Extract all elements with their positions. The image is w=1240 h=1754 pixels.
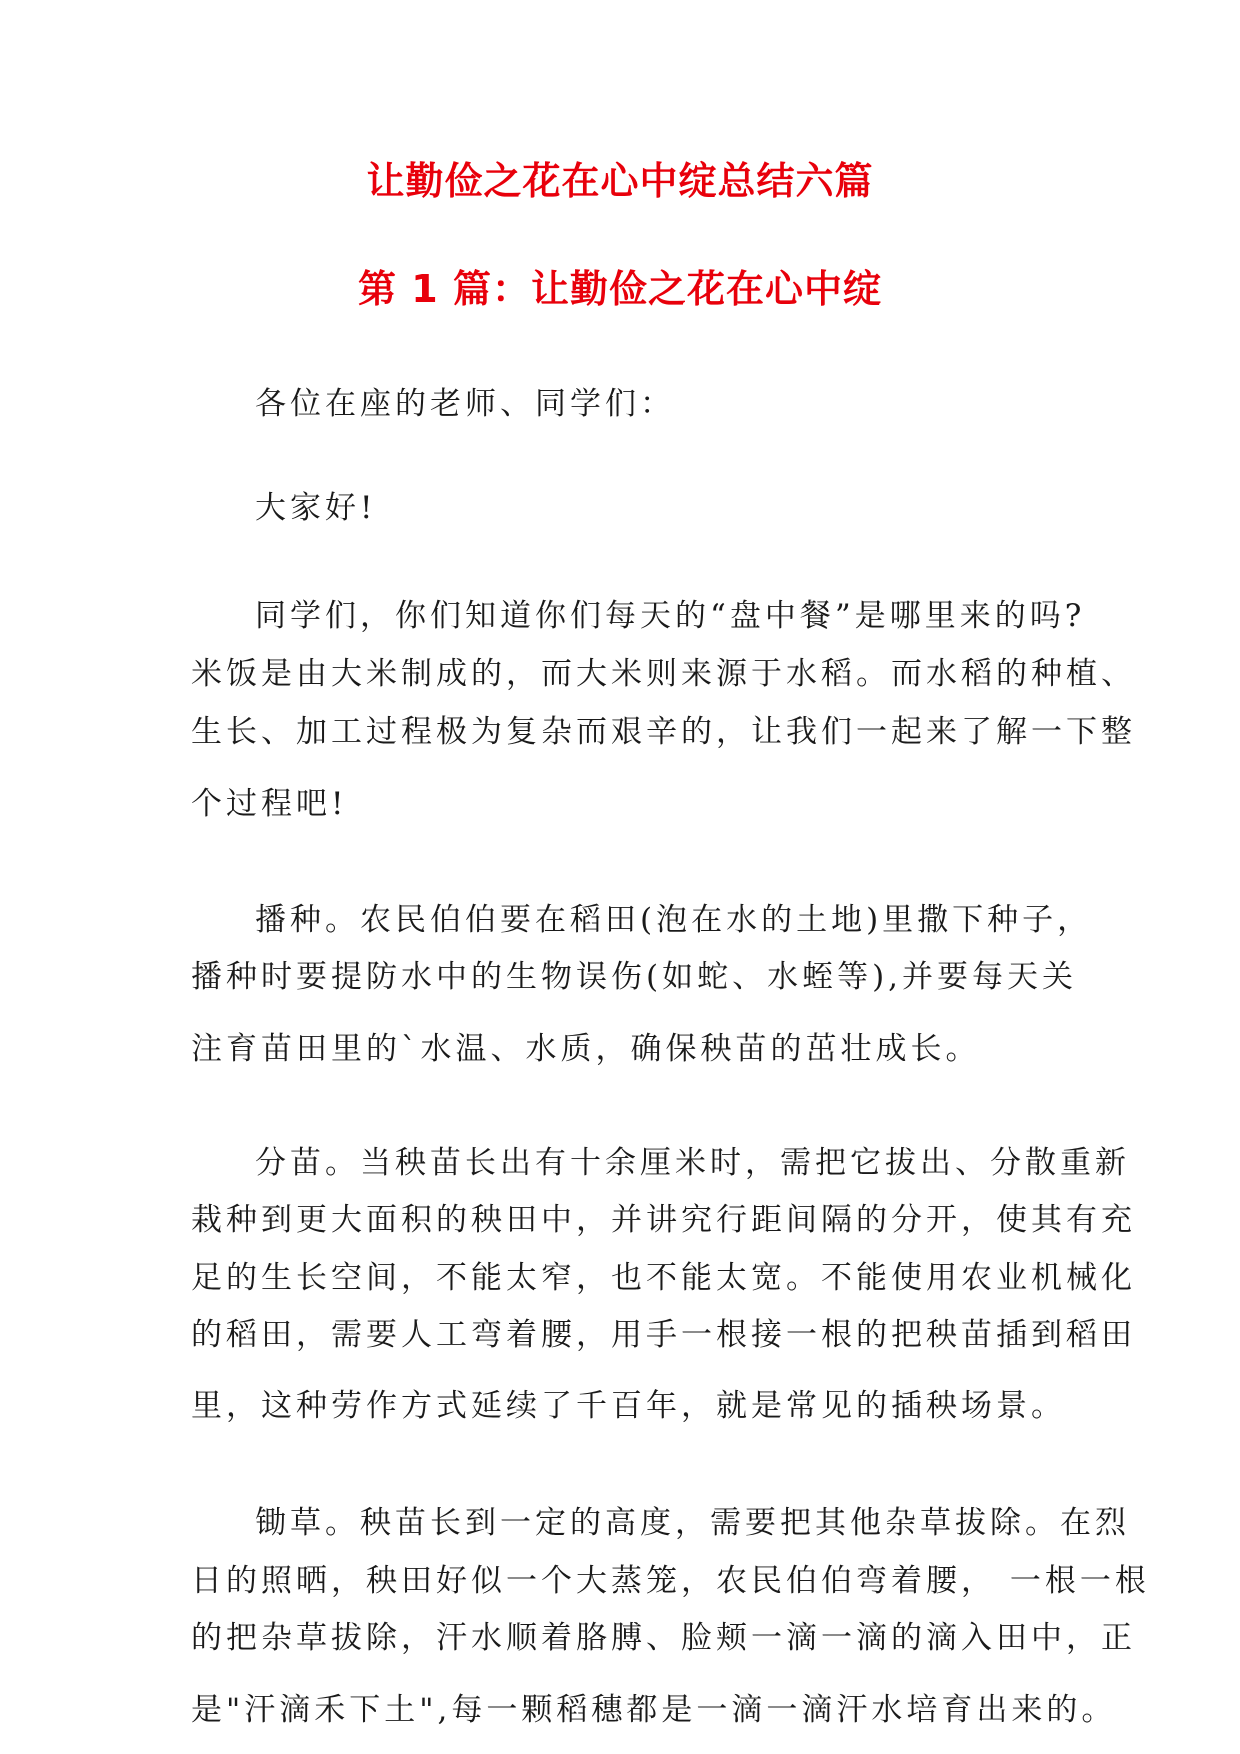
paragraph-2-line-3: 注育苗田里的`水温、水质，确保秧苗的茁壮成长。 [191, 1031, 981, 1067]
paragraph-2-line-1: 播种。农民伯伯要在稻田(泡在水的土地)里撒下种子， [255, 902, 1093, 938]
paragraph-3-line-4: 的稻田，需要人工弯着腰，用手一根接一根的把秧苗插到稻田 [191, 1317, 1136, 1353]
paragraph-3-line-1: 分苗。当秧苗长出有十余厘米时，需把它拔出、分散重新 [255, 1145, 1130, 1181]
paragraph-3-line-3: 足的生长空间，不能太窄，也不能太宽。不能使用农业机械化 [191, 1260, 1136, 1296]
greeting-line: 各位在座的老师、同学们： [255, 386, 675, 422]
paragraph-1-line-1: 同学们，你们知道你们每天的“盘中餐”是哪里来的吗? [255, 598, 1086, 634]
paragraph-1-line-2: 米饭是由大米制成的，而大米则来源于水稻。而水稻的种植、 [191, 656, 1136, 692]
paragraph-1-line-4: 个过程吧! [191, 786, 348, 822]
paragraph-1-line-3: 生长、加工过程极为复杂而艰辛的，让我们一起来了解一下整 [191, 714, 1136, 750]
paragraph-4-line-2: 日的照晒，秧田好似一个大蒸笼，农民伯伯弯着腰， 一根一根 [191, 1563, 1150, 1599]
paragraph-4-line-4: 是"汗滴禾下土",每一颗稻穗都是一滴一滴汗水培育出来的。 [191, 1692, 1117, 1728]
hello-line: 大家好! [255, 490, 377, 526]
paragraph-4-line-3: 的把杂草拔除，汗水顺着胳膊、脸颊一滴一滴的滴入田中，正 [191, 1620, 1136, 1656]
paragraph-2-line-2: 播种时要提防水中的生物误伤(如蛇、水蛭等),并要每天关 [191, 959, 1078, 995]
document-subtitle: 第 1 篇：让勤俭之花在心中绽 [358, 267, 882, 311]
paragraph-3-line-5: 里，这种劳作方式延续了千百年，就是常见的插秧场景。 [191, 1388, 1066, 1424]
paragraph-3-line-2: 栽种到更大面积的秧田中，并讲究行距间隔的分开，使其有充 [191, 1202, 1136, 1238]
paragraph-4-line-1: 锄草。秧苗长到一定的高度，需要把其他杂草拔除。在烈 [255, 1505, 1130, 1541]
document-title: 让勤俭之花在心中绽总结六篇 [366, 159, 874, 203]
